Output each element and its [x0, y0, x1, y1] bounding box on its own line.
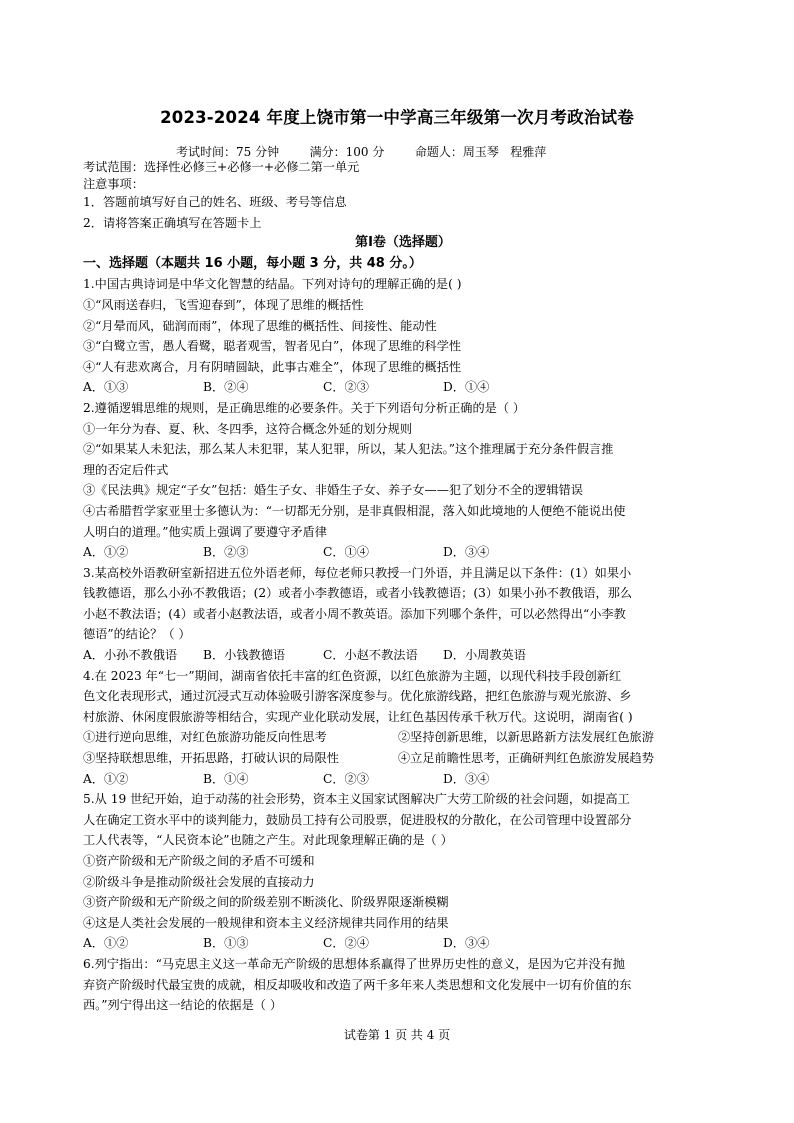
answer-options [83, 377, 723, 398]
question-stem-line: 村旅游、休闲度假旅游等相结合，实现产业化联动发展，让红色基因传承千秋万代。这说明，湖南省( ) [83, 709, 633, 724]
statement: ④立足前瞻性思考，正确研判红色旅游发展趋势 [398, 751, 654, 766]
option-b: B．①③ [203, 936, 249, 951]
statement: ③“白鹭立雪，愚人看鹭，聪者观雪，智者见白”，体现了思维的科学性 [83, 339, 462, 354]
statement: ①一年分为春、夏、秋、冬四季，这符合概念外延的划分规则 [83, 421, 413, 436]
option-d: D．①④ [443, 380, 490, 395]
question-stem: 1.中国古典诗词是中华文化智慧的结晶。下列对诗句的理解正确的是( ) [83, 277, 462, 292]
option-a: A．①③ [83, 380, 129, 395]
statement: ③《民法典》规定“子女”包括：婚生子女、非婚生子女、养子女——犯了划分不全的逻辑错误 [83, 483, 583, 498]
statement-pair [83, 748, 723, 769]
question-stem-line: 弃资产阶级时代最宝贵的成就，相反却吸收和改造了两千多年来人类思想和文化发展中一切有价值的东 [83, 977, 632, 992]
statement-continued: 人明白的道理。”他实质上强调了要遵守矛盾律 [83, 524, 327, 539]
option-d: D．③④ [443, 545, 490, 560]
question-stem: 2.遵循逻辑思维的规则，是正确思维的必要条件。关于下列语句分析正确的是（ ） [83, 400, 526, 415]
option-a: A．小孙不教俄语 [83, 648, 178, 663]
section-title: 第Ⅰ卷（选择题） [355, 235, 451, 251]
question-stem-line: 人在确定工资水平中的谈判能力，鼓励员工持有公司股票，促进股权的分散化，在公司管理中设置部分 [83, 812, 632, 827]
statement: ②“月晕而风，础润而雨”，体现了思维的概括性、间接性、能动性 [83, 318, 437, 333]
statement: ①资产阶级和无产阶级之间的矛盾不可缓和 [83, 854, 315, 868]
statement: ①“风雨送春归，飞雪迎春到”，体现了思维的概括性 [83, 297, 364, 312]
question-stem: 6.列宁指出：“马克思主义这一革命无产阶级的思想体系赢得了世界历史性的意义，是因为它并没有抛 [83, 956, 625, 971]
option-c: C．②③ [323, 771, 369, 786]
statement-pair [83, 727, 723, 748]
question-stem-line: 德语”的结论？（ ） [83, 627, 191, 642]
option-c: C．②③ [323, 380, 369, 395]
question-stem-line: 西。”列宁得出这一结论的依据是（ ） [83, 998, 283, 1013]
answer-options [83, 933, 723, 954]
question-stem-line: 工人代表等，“人民资本论”也随之产生。对此现象理解正确的是（ ） [83, 833, 453, 848]
answer-options [83, 769, 723, 790]
page-title: 2023-2024 年度上饶市第一中学高三年级第一次月考政治试卷 [160, 108, 634, 127]
question-stem: 4.在 2023 年“七一”期间，湖南省依托丰富的红色资源，以红色旅游为主题，以现代科技手段创新红 [83, 668, 622, 683]
question-stem: 3.某高校外语教研室新招进五位外语老师，每位老师只教授一门外语，并且满足以下条件：(1）如果小 [83, 565, 632, 580]
question-stem-line: 钱教德语，那么小孙不教俄语；(2）或者小李教德语，或者小钱教德语；(3）如果小孙不教俄语，那么 [83, 586, 633, 601]
option-a: A．①② [83, 936, 129, 951]
part-heading: 一、选择题（本题共 16 小题，每小题 3 分，共 48 分。） [83, 255, 422, 271]
statement: ②“如果某人未犯法，那么某人未犯罪，某人犯罪，所以，某人犯法。”这个推理属于充分条件假言推 [83, 442, 614, 457]
statement: ④这是人类社会发展的一般规律和资本主义经济规律共同作用的结果 [83, 915, 449, 930]
option-c: C．小赵不教法语 [323, 648, 418, 663]
answer-options [83, 645, 723, 666]
exam-meta: 考试时间：75 分钟 满分：100 分 命题人：周玉琴 程雅萍 [176, 145, 547, 159]
statement: ②坚持创新思维，以新思路新方法发展红色旅游 [398, 730, 654, 745]
option-c: C．①④ [323, 545, 369, 560]
statement: ①进行逆向思维，对红色旅游功能反向性思考 [83, 730, 327, 745]
option-d: D．小周教英语 [443, 648, 526, 663]
option-d: D．③④ [443, 771, 490, 786]
exam-body [83, 159, 723, 1016]
option-b: B．②④ [203, 380, 249, 395]
statement: ②阶级斗争是推动阶级社会发展的直接动力 [83, 874, 315, 889]
statement: ④“人有悲欢离合，月有阴晴圆缺，此事古难全”，体现了思维的概括性 [83, 359, 462, 374]
option-a: A．①② [83, 545, 129, 560]
question-stem-line: 小赵不教法语；(4）或者小赵教法语，或者小周不教英语。添加下列哪个条件，可以必然得出“小李教 [83, 606, 626, 621]
option-b: B．小钱教德语 [203, 648, 286, 663]
option-d: D．③④ [443, 936, 490, 951]
answer-options [83, 542, 723, 563]
notice-heading: 注意事项： [83, 176, 144, 191]
exam-scope: 考试范围：选择性必修三+必修一+必修二第一单元 [83, 160, 360, 174]
option-a: A．①② [83, 771, 129, 786]
notice-item: 2．请将答案正确填写在答题卡上 [83, 215, 262, 230]
option-b: B．②③ [203, 545, 249, 560]
notice-item: 1．答题前填写好自己的姓名、班级、考号等信息 [83, 195, 347, 209]
page-footer: 试卷第 1 页 共 4 页 [343, 1028, 451, 1042]
option-c: C．②④ [323, 936, 369, 951]
statement: ④古希腊哲学家亚里士多德认为：“一切都无分别，是非真假相混，落入如此境地的人便绝不能说出使 [83, 503, 626, 518]
statement-continued: 理的否定后件式 [83, 462, 169, 477]
question-stem: 5.从 19 世纪开始，迫于动荡的社会形势，资本主义国家试图解决广大劳工阶级的社会问题，如提高工 [83, 792, 630, 807]
statement: ③坚持联想思维，开拓思路，打破认识的局限性 [83, 751, 339, 766]
option-b: B．①④ [203, 771, 249, 786]
question-stem-line: 色文化表现形式，通过沉浸式互动体验吸引游客深度参与。优化旅游线路，把红色旅游与观光旅游、乡 [83, 689, 632, 704]
statement: ③资产阶级和无产阶级之间的阶级差别不断淡化、阶级界限逐渐模糊 [83, 895, 449, 910]
